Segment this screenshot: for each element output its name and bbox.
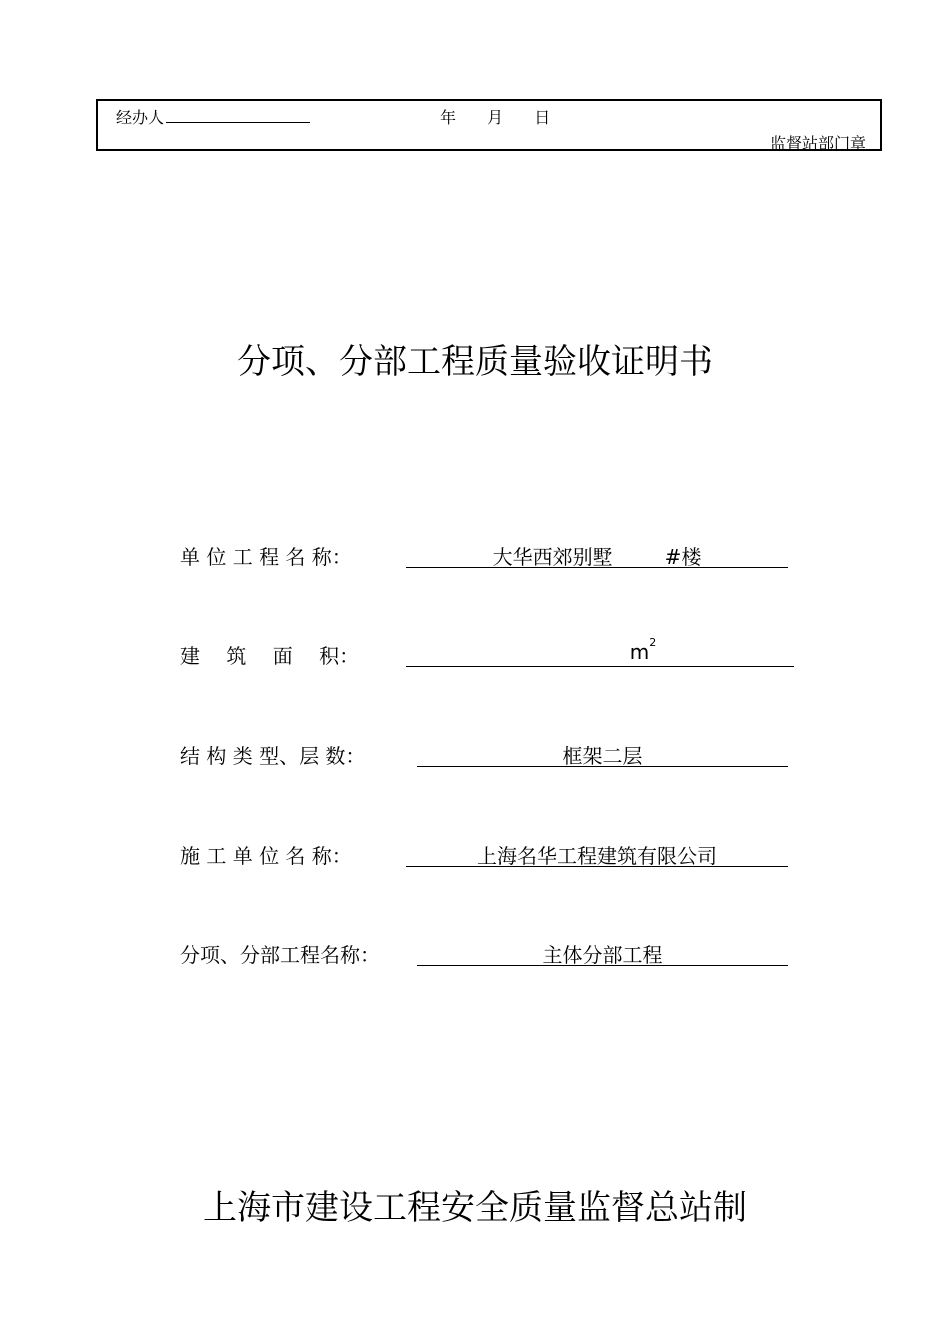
unit-project-suffix: #楼 [664,545,702,569]
issuer-footer: 上海市建设工程安全质量监督总站制 [203,1188,747,1228]
handler-blank[interactable] [166,108,310,123]
building-area-label: 建 筑 面 积： [180,644,360,668]
handler-label: 经办人 [116,108,165,127]
sub-project-value[interactable]: 主体分部工程 [417,939,788,966]
year-label: 年 [440,108,457,127]
unit-project-value[interactable] [406,541,788,568]
handler-field [116,105,310,128]
area-unit-base: m [629,640,650,664]
header-box [96,99,882,151]
area-unit-sup: 2 [649,636,657,649]
sub-project-label: 分项、分部工程名称： [180,943,380,967]
unit-project-name: 大华西郊别墅 [492,545,613,569]
date-field [440,105,576,128]
document-title: 分项、分部工程质量验收证明书 [237,342,713,382]
unit-project-label: 单 位 工 程 名 称： [180,545,352,569]
area-unit [629,636,657,664]
day-label: 日 [534,108,551,127]
stamp-label: 监督站部门章 [769,134,866,153]
month-label: 月 [487,108,504,127]
structure-value[interactable]: 框架二层 [417,740,788,767]
structure-label: 结 构 类 型、层 数： [180,744,366,768]
contractor-value[interactable]: 上海名华工程建筑有限公司 [406,840,788,867]
building-area-value[interactable] [406,636,794,667]
contractor-label: 施 工 单 位 名 称： [180,844,352,868]
